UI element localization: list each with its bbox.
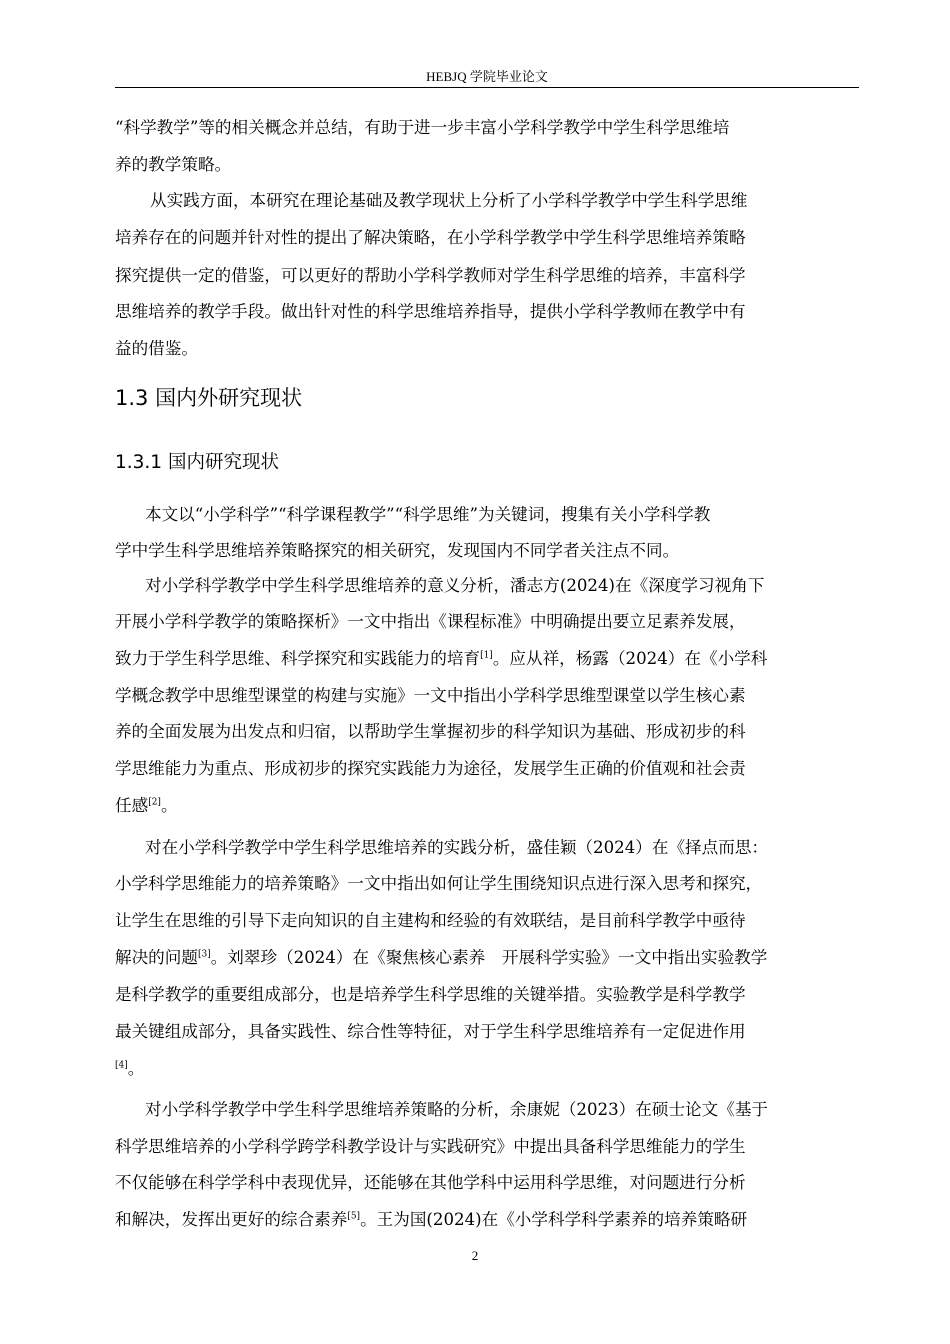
body-line [115,948,875,968]
body-line: 不仅能够在科学学科中表现优异，还能够在其他学科中运用科学思维，对问题进行分析 [115,1173,746,1192]
body-line: 益的借鉴。 [115,339,198,358]
header-rule [115,87,859,88]
text-run: 任感 [115,796,149,815]
body-line: 对小学科学教学中学生科学思维培养的意义分析，潘志方(2024)在《深度学习视角下 [145,576,765,595]
citation-mark: [1] [480,650,493,661]
body-line: 思维培养的教学手段。做出针对性的科学思维培养指导，提供小学科学教师在教学中有 [115,302,746,321]
citation-mark: [3] [197,949,211,960]
body-line [115,1210,875,1230]
citation-mark: [4] [115,1060,128,1071]
subsection-heading: 1.3.1 国内研究现状 [115,452,279,473]
text-run: 和解决，发挥出更好的综合素养 [115,1210,348,1229]
body-line [115,1059,875,1079]
body-line: 探究提供一定的借鉴，可以更好的帮助小学科学教师对学生科学思维的培养，丰富科学 [115,266,746,285]
body-line: “科学教学”等的相关概念并总结，有助于进一步丰富小学科学教学中学生科学思维培 [115,118,730,137]
body-line: 培养存在的问题并针对性的提出了解决策略，在小学科学教学中学生科学思维培养策略 [115,228,746,247]
body-line: 从实践方面，本研究在理论基础及教学现状上分析了小学科学教学中学生科学思维 [150,191,748,210]
body-line: 学中学生科学思维培养策略探究的相关研究，发现国内不同学者关注点不同。 [115,541,680,560]
body-line: 本文以“小学科学”“科学课程教学”“科学思维”为关键词，搜集有关小学科学教 [145,505,711,524]
text-run: 。 [127,1059,145,1078]
body-line: 科学思维培养的小学科学跨学科教学设计与实践研究》中提出具备科学思维能力的学生 [115,1137,746,1156]
text-run: 。应从祥，杨露（2024）在《小学科 [492,649,768,668]
text-run: 。 [160,796,178,815]
citation-mark: [2] [148,797,161,808]
body-line [115,796,875,816]
text-run: 解决的问题 [115,948,198,967]
section-heading: 1.3 国内外研究现状 [115,386,303,410]
body-line: 养的教学策略。 [115,155,232,174]
text-run: 。刘翠珍（2024）在《聚焦核心素养 开展科学实验》一文中指出实验教学 [210,948,768,967]
text-run: 致力于学生科学思维、科学探究和实践能力的培育 [115,649,481,668]
body-line: 对小学科学教学中学生科学思维培养策略的分析，余康妮（2023）在硕士论文《基于 [145,1100,769,1119]
page-number: 2 [471,1248,479,1263]
body-line: 小学科学思维能力的培养策略》一文中指出如何让学生围绕知识点进行深入思考和探究， [115,874,763,893]
body-line: 学概念教学中思维型课堂的构建与实施》一文中指出小学科学思维型课堂以学生核心素 [115,686,746,705]
page-header: HEBJQ 学院毕业论文 [426,69,548,84]
citation-mark: [5] [347,1211,361,1222]
body-line: 开展小学科学教学的策略探析》一文中指出《课程标准》中明确提出要立足素养发展， [115,612,746,631]
body-line [115,649,875,669]
body-line: 最关键组成部分，具备实践性、综合性等特征，对于学生科学思维培养有一定促进作用 [115,1022,746,1041]
body-line: 养的全面发展为出发点和归宿，以帮助学生掌握初步的科学知识为基础、形成初步的科 [115,722,746,741]
body-line: 让学生在思维的引导下走向知识的自主建构和经验的有效联结，是目前科学教学中亟待 [115,911,746,930]
text-run: 。王为国(2024)在《小学科学科学素养的培养策略研 [360,1210,748,1229]
body-line: 对在小学科学教学中学生科学思维培养的实践分析，盛佳颖（2024）在《择点而思： [145,838,769,857]
body-line: 是科学教学的重要组成部分，也是培养学生科学思维的关键举措。实验教学是科学教学 [115,985,746,1004]
body-line: 学思维能力为重点、形成初步的探究实践能力为途径，发展学生正确的价值观和社会责 [115,759,746,778]
